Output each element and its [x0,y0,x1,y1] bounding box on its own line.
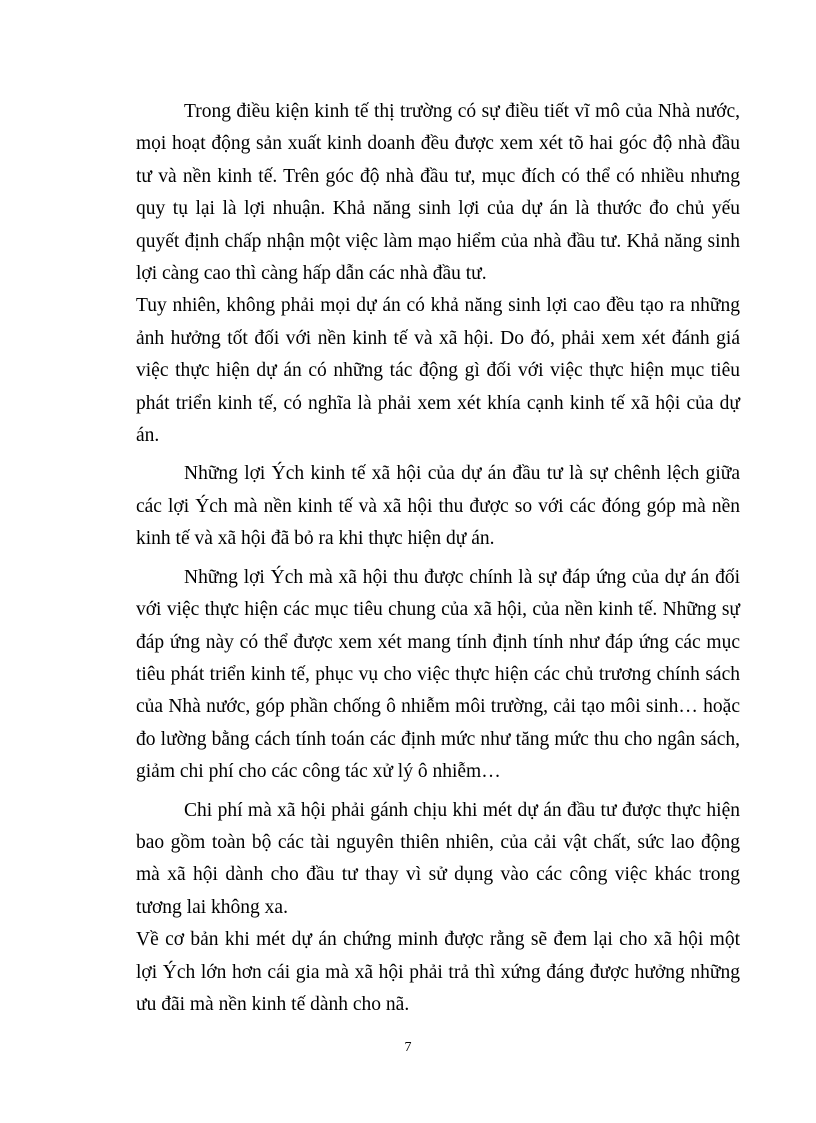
page-number: 7 [404,1040,412,1055]
body-text [136,96,740,1021]
paragraph-6: Về cơ bản khi mét dự án chứng minh được rằng sẽ đem lại cho xã hội một lợi Ých lớn hơn cái gia mà xã hội phải trả thì xứng đáng được hưởng những ưu đãi mà nền kinh tế dành cho nã. [136,929,740,1015]
paragraph-2: Tuy nhiên, không phải mọi dự án có khả năng sinh lợi cao đều tạo ra những ảnh hưởng tốt đối với nền kinh tế và xã hội. Do đó, phải xem xét đánh giá việc thực hiện dự án có những tác động gì đối với việc thực hiện mục tiêu phát triển kinh tế, có nghĩa là phải xem xét khía cạnh kinh tế xã hội của dự án. [136,295,740,447]
paragraph-1: Trong điều kiện kinh tế thị trường có sự điều tiết vĩ mô của Nhà nước, mọi hoạt động sản xuất kinh doanh đều được xem xét tõ hai góc độ nhà đầu tư và nền kinh tế. Trên góc độ nhà đầu tư, mục đích có thể có nhiều nhưng quy tụ lại là lợi nhuận. Khả năng sinh lợi của dự án là thước đo chủ yếu quyết định chấp nhận một việc làm mạo hiểm của nhà đầu tư. Khả năng sinh lợi càng cao thì càng hấp dẫn các nhà đầu tư. [136,101,740,285]
paragraph-4: Những lợi Ých mà xã hội thu được chính là sự đáp ứng của dự án đối với việc thực hiện các mục tiêu chung của xã hội, của nền kinh tế. Những sự đáp ứng này có thể được xem xét mang tính định tính như đáp ứng các mục tiêu phát triển kinh tế, phục vụ cho việc thực hiện các chủ trương chính sách của Nhà nước, góp phần chống ô nhiễm môi trường, cải tạo môi sinh… hoặc đo lường bằng cách tính toán các định mức như tăng mức thu cho ngân sách, giảm chi phí cho các công tác xử lý ô nhiễm… [136,566,740,783]
paragraph-5: Chi phí mà xã hội phải gánh chịu khi mét dự án đầu tư được thực hiện bao gồm toàn bộ các tài nguyên thiên nhiên, của cải vật chất, sức lao động mà xã hội dành cho đầu tư thay vì sử dụng vào các công việc khác trong tương lai không xa. [136,799,740,918]
paragraph-3: Những lợi Ých kinh tế xã hội của dự án đầu tư là sự chênh lệch giữa các lợi Ých mà nền kinh tế và xã hội thu được so với các đóng góp mà nền kinh tế và xã hội đã bỏ ra khi thực hiện dự án. [136,463,740,550]
